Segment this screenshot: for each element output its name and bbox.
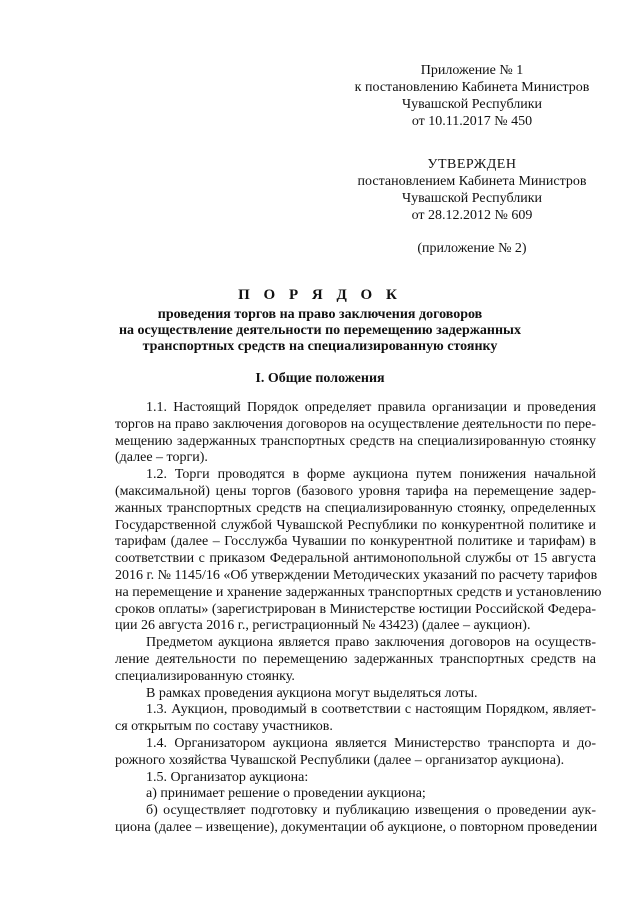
paragraph-lots xyxy=(115,686,596,703)
text-line: сроков оплаты» (зарегистрирован в Министерстве юстиции Российской Федера- xyxy=(115,601,596,617)
text-line: 1.2. Торги проводятся в форме аукциона путем понижения начальной xyxy=(146,467,596,483)
appendix-date: от 10.11.2017 № 450 xyxy=(411,114,533,129)
text-line: соответствии с приказом Федеральной антимонопольной службы от 15 августа xyxy=(115,551,596,567)
paragraph-1-4 xyxy=(115,736,596,770)
text-line: циона (далее – извещение), документации об аукционе, о повторном проведении xyxy=(115,819,598,835)
appendix-block xyxy=(340,62,604,130)
document-subtitle-line: проведения торгов на право заключения договоров xyxy=(157,307,483,322)
text-line: специализированную стоянку. xyxy=(115,668,295,684)
text-line: на перемещение и хранение задержанных транспортных средств и установлению xyxy=(115,584,602,600)
text-line: Государственной службой Чувашской Республики по конкурентной политике и xyxy=(115,517,596,533)
document-subtitle-line: транспортных средств на специализированную стоянку xyxy=(142,339,498,354)
paragraph-1-5 xyxy=(115,770,596,787)
document-body xyxy=(115,400,602,837)
paragraph-auction-subject xyxy=(115,635,596,685)
paragraph-1-1 xyxy=(115,400,596,467)
text-line: торгов на право заключения договоров на осуществление деятельности по пере- xyxy=(115,416,596,432)
approval-block xyxy=(340,156,604,224)
text-line: 2016 г. № 1145/16 «Об утверждении Методических указаний по расчету тарифов xyxy=(115,567,598,583)
text-line: ся открытым по составу участников. xyxy=(115,719,333,735)
paragraph-1-2 xyxy=(115,467,602,635)
approval-resolution-ref: постановлением Кабинета Министров xyxy=(357,174,587,189)
text-line: В рамках проведения аукциона могут выделяться лоты. xyxy=(146,685,478,701)
paragraph-1-3 xyxy=(115,702,596,736)
text-line: 1.3. Аукцион, проводимый в соответствии с настоящим Порядком, являет- xyxy=(146,702,596,718)
section-title: I. Общие положения xyxy=(255,371,385,386)
text-line: а) принимает решение о проведении аукциона; xyxy=(146,786,426,802)
text-line: Предметом аукциона является право заключения договоров на осуществ- xyxy=(146,635,596,651)
appendix-resolution-ref: к постановлению Кабинета Министров xyxy=(354,80,590,95)
list-item-a xyxy=(115,786,596,803)
text-line: б) осуществляет подготовку и публикацию извещения о проведении аук- xyxy=(146,803,596,819)
text-line: рожного хозяйства Чувашской Республики (далее – организатор аукциона). xyxy=(115,752,565,768)
approval-title: УТВЕРЖДЕН xyxy=(427,157,517,172)
approval-date: от 28.12.2012 № 609 xyxy=(411,208,533,223)
appendix-republic: Чувашской Республики xyxy=(401,97,543,112)
text-line: ление деятельности по перемещению задержанных транспортных средств на xyxy=(115,651,596,667)
document-heading xyxy=(0,286,640,355)
text-line: (далее – торги). xyxy=(115,450,208,466)
approval-republic: Чувашской Республики xyxy=(401,191,543,206)
text-line: 1.5. Организатор аукциона: xyxy=(146,769,309,785)
annex-note: (приложение № 2) xyxy=(417,241,527,256)
text-line: жанных транспортных средств на специализированную стоянку, определенных xyxy=(115,500,596,516)
text-line: ции 26 августа 2016 г., регистрационный № 43423) (далее – аукцион). xyxy=(115,618,531,634)
list-item-b xyxy=(115,803,596,837)
document-subtitle-line: на осуществление деятельности по перемещению задержанных xyxy=(118,323,521,338)
text-line: тарифам (далее – Госслужба Чувашии по конкурентной политике и тарифам) в xyxy=(115,534,596,550)
text-line: 1.4. Организатором аукциона является Министерство транспорта и до- xyxy=(146,735,596,751)
text-line: мещению задержанных транспортных средств на специализированную стоянку xyxy=(115,433,596,449)
document-title: П О Р Я Д О К xyxy=(238,287,402,303)
text-line: (максимальной) цены торгов (базового уровня тарифа на перемещение задер- xyxy=(115,483,596,499)
text-line: 1.1. Настоящий Порядок определяет правила организации и проведения xyxy=(146,400,596,415)
appendix-number: Приложение № 1 xyxy=(420,63,524,78)
